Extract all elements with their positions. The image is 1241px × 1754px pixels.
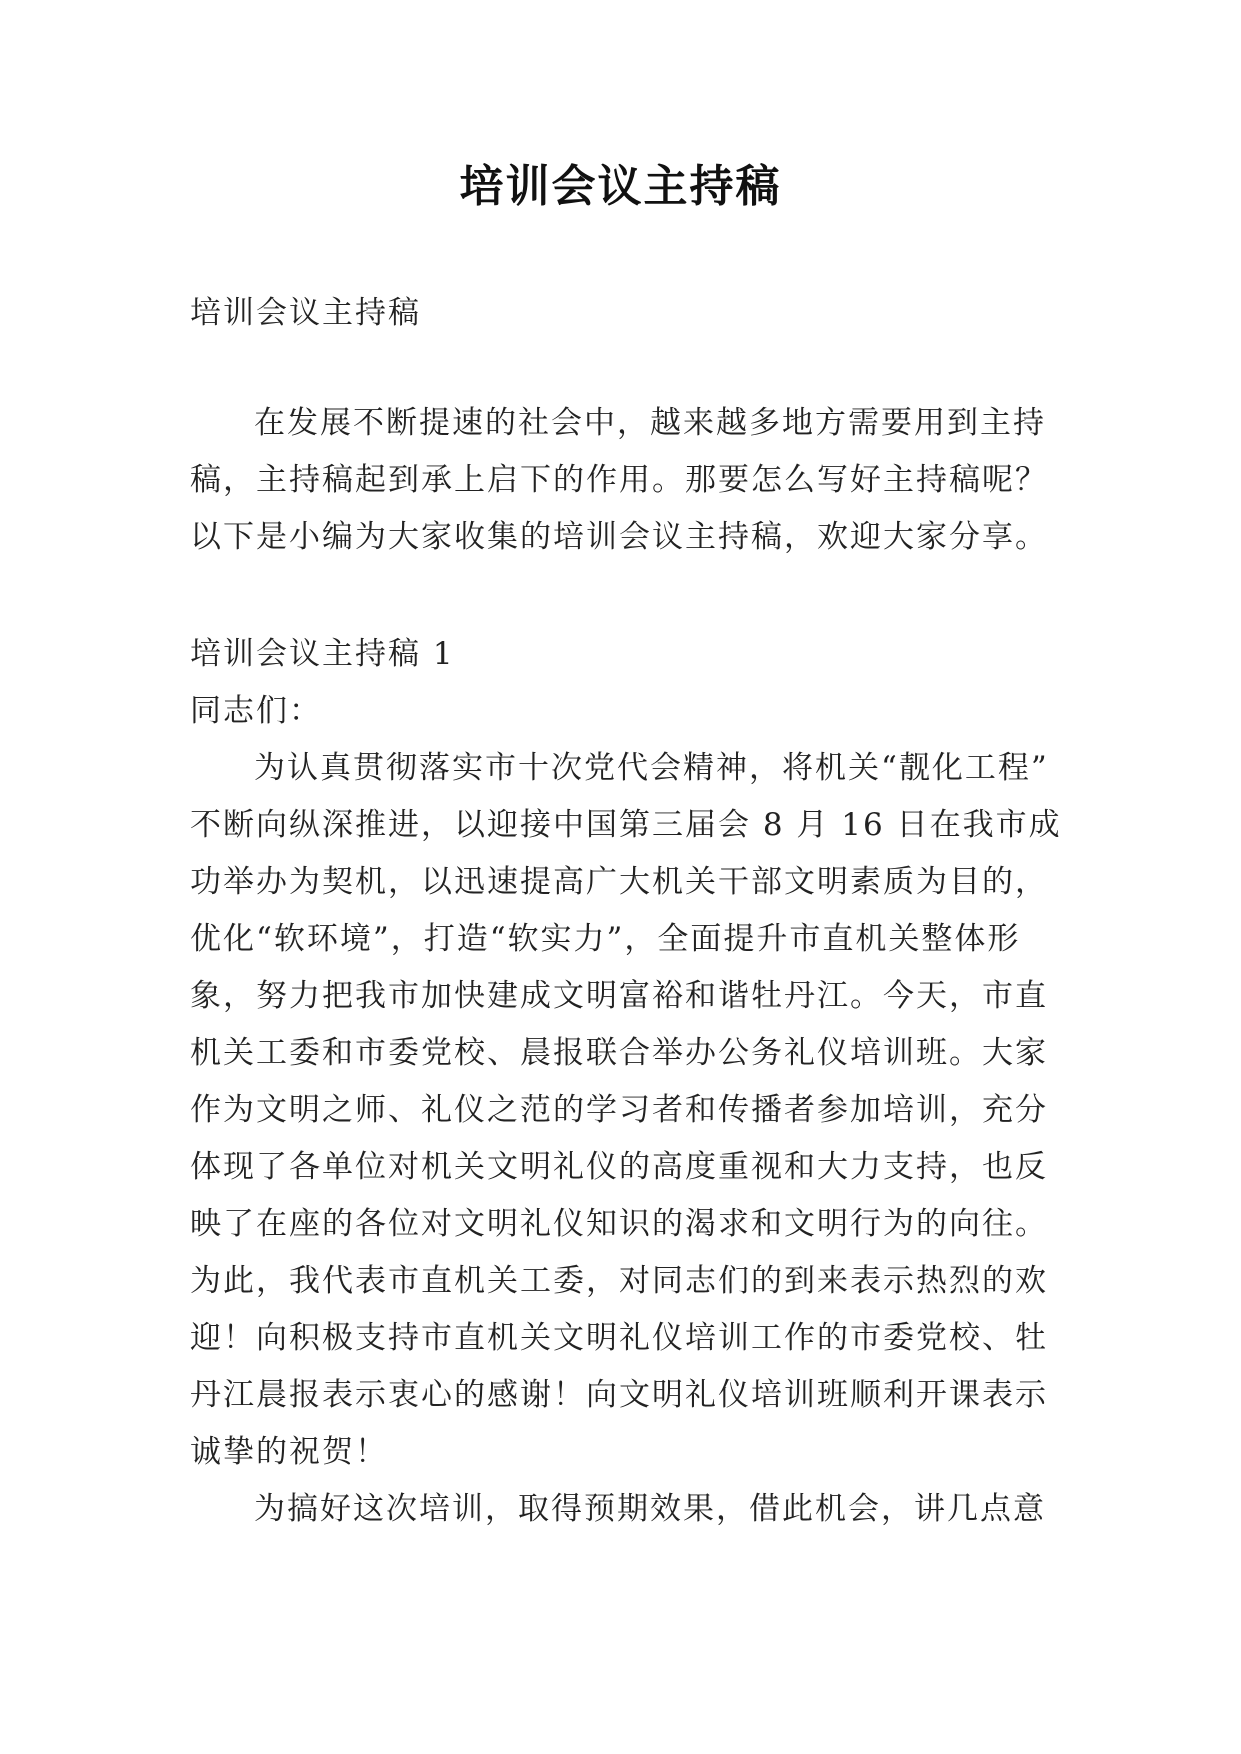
paragraph-2 — [190, 1481, 1060, 1538]
salutation: 同志们： — [190, 693, 322, 729]
paragraph-line: 诚挚的祝贺！ — [190, 1434, 388, 1470]
document-title: 培训会议主持稿 — [459, 161, 782, 212]
paragraph-line: 体现了各单位对机关文明礼仪的高度重视和大力支持，也反 — [190, 1149, 1048, 1185]
paragraph-line: 映了在座的各位对文明礼仪知识的渴求和文明行为的向往。 — [190, 1206, 1048, 1242]
document-body — [190, 285, 1060, 1538]
paragraph-1 — [190, 740, 1060, 1481]
paragraph-line: 功举办为契机，以迅速提高广大机关干部文明素质为目的， — [190, 864, 1048, 900]
intro-paragraph — [190, 395, 1060, 566]
paragraph-line: 为此，我代表市直机关工委，对同志们的到来表示热烈的欢 — [190, 1263, 1048, 1299]
intro-line: 稿，主持稿起到承上启下的作用。那要怎么写好主持稿呢？ — [190, 462, 1048, 498]
section-heading: 培训会议主持稿 1 — [190, 636, 455, 672]
document-subtitle: 培训会议主持稿 — [190, 295, 421, 331]
paragraph-line: 优化“软环境”，打造“软实力”，全面提升市直机关整体形 — [190, 921, 1021, 957]
intro-line: 以下是小编为大家收集的培训会议主持稿，欢迎大家分享。 — [190, 519, 1048, 555]
intro-line: 在发展不断提速的社会中，越来越多地方需要用到主持 — [254, 405, 1046, 441]
paragraph-line: 机关工委和市委党校、晨报联合举办公务礼仪培训班。大家 — [190, 1035, 1048, 1071]
paragraph-line: 丹江晨报表示衷心的感谢！向文明礼仪培训班顺利开课表示 — [190, 1377, 1048, 1413]
paragraph-line: 为搞好这次培训，取得预期效果，借此机会，讲几点意 — [254, 1491, 1046, 1527]
paragraph-line: 不断向纵深推进，以迎接中国第三届会 8 月 16 日在我市成 — [190, 807, 1062, 843]
section-1 — [190, 626, 1060, 1538]
paragraph-line: 迎！向积极支持市直机关文明礼仪培训工作的市委党校、牡 — [190, 1320, 1048, 1356]
paragraph-line: 为认真贯彻落实市十次党代会精神，将机关“靓化工程” — [254, 750, 1049, 786]
paragraph-line: 象，努力把我市加快建成文明富裕和谐牡丹江。今天，市直 — [190, 978, 1048, 1014]
paragraph-line: 作为文明之师、礼仪之范的学习者和传播者参加培训，充分 — [190, 1092, 1048, 1128]
